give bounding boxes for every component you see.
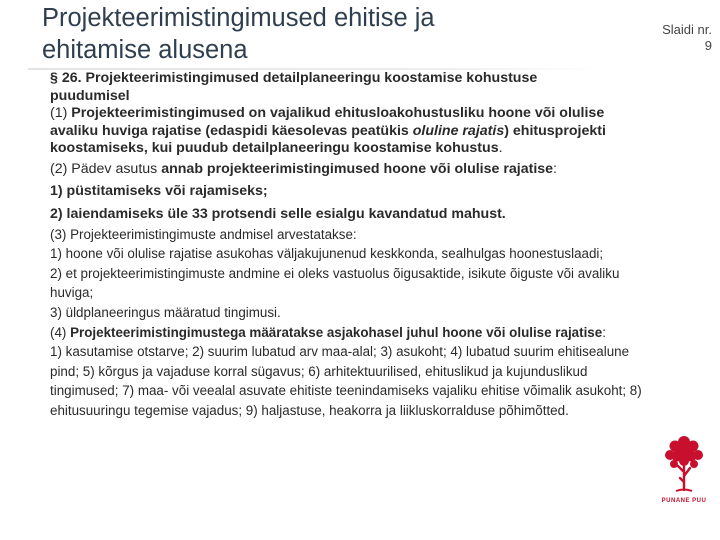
paragraph-3: [50, 225, 650, 323]
paragraph-4-bold: Projekteerimistingimustega määratakse asjakohasel juhul hoone või olulise rajatise: [70, 324, 603, 340]
slide-title-line-1: Projekteerimistingimused ehitise ja: [42, 4, 435, 32]
paragraph-1-prefix: (1): [50, 105, 72, 122]
paragraph-1-bold-a: Projekteerimistingimused on vajalikud ehitusloakohustusliku hoone või olulise avaliku huviga rajatise (edaspidi käesolevas peatükis: [50, 105, 605, 139]
paragraph-4-prefix: (4): [50, 324, 71, 340]
red-flower-icon: [660, 432, 708, 498]
slide-title: [42, 2, 562, 66]
paragraph-1-bold-b: ) ehitusprojekti koostamiseks, kui puudub detailplaneeringu koostamise kohustus: [50, 122, 606, 157]
paragraph-2-prefix: (2) Pädev asutus: [50, 160, 162, 177]
slide-number-text: Slaidi nr.: [662, 22, 712, 37]
paragraph-2-end: :: [553, 160, 557, 177]
paragraph-4: [50, 323, 650, 343]
list-item-2: 2) laiendamiseks üle 33 protsendi selle esialgu kavandatud mahust.: [50, 205, 506, 222]
paragraph-3-item-1: 1) hoone või olulise rajatise asukohas väljakujunenud keskkonda, sealhulgas hoonestuslaadi;: [50, 246, 604, 262]
paragraph-4-end: :: [602, 324, 606, 340]
paragraph-1-italic: oluline rajatis: [412, 122, 505, 139]
slide-number-value: 9: [704, 38, 712, 53]
section-heading-line-1: § 26. Projekteerimistingimused detailplaneeringu koostamise kohustuse: [50, 70, 538, 86]
paragraph-2-bold: annab projekteerimistingimused hoone või olulise rajatise: [161, 160, 554, 177]
logo-text: PUNANE PUU: [661, 498, 707, 504]
list-item-1: 1) püstitamiseks või rajamiseks;: [50, 182, 268, 199]
slide-title-line-2: ehitamise alusena: [42, 36, 248, 64]
paragraph-3-item-2: 2) et projekteerimistingimuste andmine ei oleks vastuolus õigusaktide, isikute õiguste või avaliku huviga;: [50, 265, 620, 301]
paragraph-1-end: .: [498, 140, 503, 157]
paragraph-3-item-3: 3) üldplaneeringus määratud tingimusi.: [50, 304, 281, 320]
paragraph-2: [50, 161, 650, 179]
paragraph-4-list: 1) kasutamise otstarve; 2) suurim lubatud arv maa-alal; 3) asukoht; 4) lubatud suurim ehitisealune pind; 5) kõrgus ja vajaduse korral sügavus; 6) arhitektuurilised, ehituslikud ja kujunduslikud tingimused; 7) maa- või veealal asuvate ehitiste teenindamiseks vajaliku ehitise võimalik asukoht; 8) ehitusuuringu tegemise vajadus; 9) haljastuse, heakorra ja liikluskorralduse põhimõtted.: [50, 344, 642, 418]
paragraph-3-heading: (3) Projekteerimistingimuste andmisel arvestatakse:: [50, 226, 357, 242]
slide-body: [50, 70, 650, 421]
brand-logo: [660, 432, 708, 512]
section-heading: [50, 70, 650, 105]
paragraph-1: [50, 105, 650, 158]
section-heading-line-2: puudumisel: [50, 87, 130, 104]
slide-number-label: [622, 22, 712, 54]
